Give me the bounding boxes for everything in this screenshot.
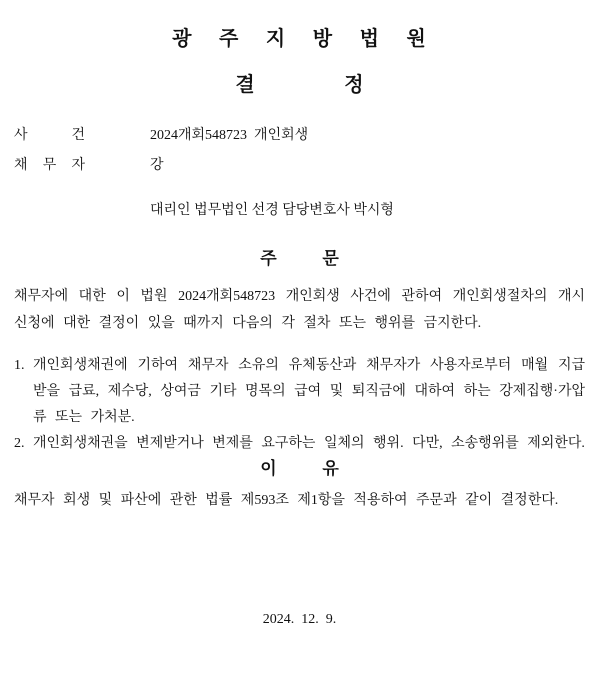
order-items-list xyxy=(14,353,585,457)
order-paragraph: 채무자에 대한 이 법원 2024개회548723 개인회생 사건에 관하여 개인회생절차의 개시 신청에 대한 결정이 있을 때까지 다음의 각 절차 또는 행위를 금지한다. xyxy=(14,289,585,331)
decision-date: 2024. 12. 9. xyxy=(262,612,337,627)
order-item-1-text: 개인회생채권에 기하여 채무자 소유의 유체동산과 채무자가 사용자로부터 매월 지급받을 급료, 제수당, 상여금 기타 명목의 급여 및 퇴직금에 대하여 하는 강제집행·가압류 또는 가처분. xyxy=(33,358,585,425)
order-section-heading: 주 문 xyxy=(260,249,339,268)
order-item-1 xyxy=(14,353,585,431)
case-info-section xyxy=(14,127,585,219)
order-item-2-number: 2. xyxy=(14,436,25,451)
order-item-2 xyxy=(14,431,585,457)
reason-paragraph: 채무자 회생 및 파산에 관한 법률 제593조 제1항을 적용하여 주문과 같이 결정한다. xyxy=(14,493,559,508)
case-number-row xyxy=(14,127,585,144)
case-number-value: 2024개회548723 개인회생 xyxy=(150,128,309,143)
reason-section-heading: 이 유 xyxy=(260,459,339,478)
debtor-row xyxy=(14,157,585,174)
debtor-name-value: 강 xyxy=(150,158,164,173)
order-item-1-number: 1. xyxy=(14,358,25,373)
court-name-title: 광 주 지 방 법 원 xyxy=(172,28,427,50)
order-item-2-text: 개인회생채권을 변제받거나 변제를 요구하는 일체의 행위. 다만, 소송행위를 제외한다. xyxy=(33,436,585,451)
case-number-label: 사 건 xyxy=(14,128,85,143)
debtor-label: 채 무 자 xyxy=(14,158,85,173)
attorney-line: 대리인 법무법인 선경 담당변호사 박시형 xyxy=(150,203,394,218)
document-title: 결 정 xyxy=(235,74,364,96)
